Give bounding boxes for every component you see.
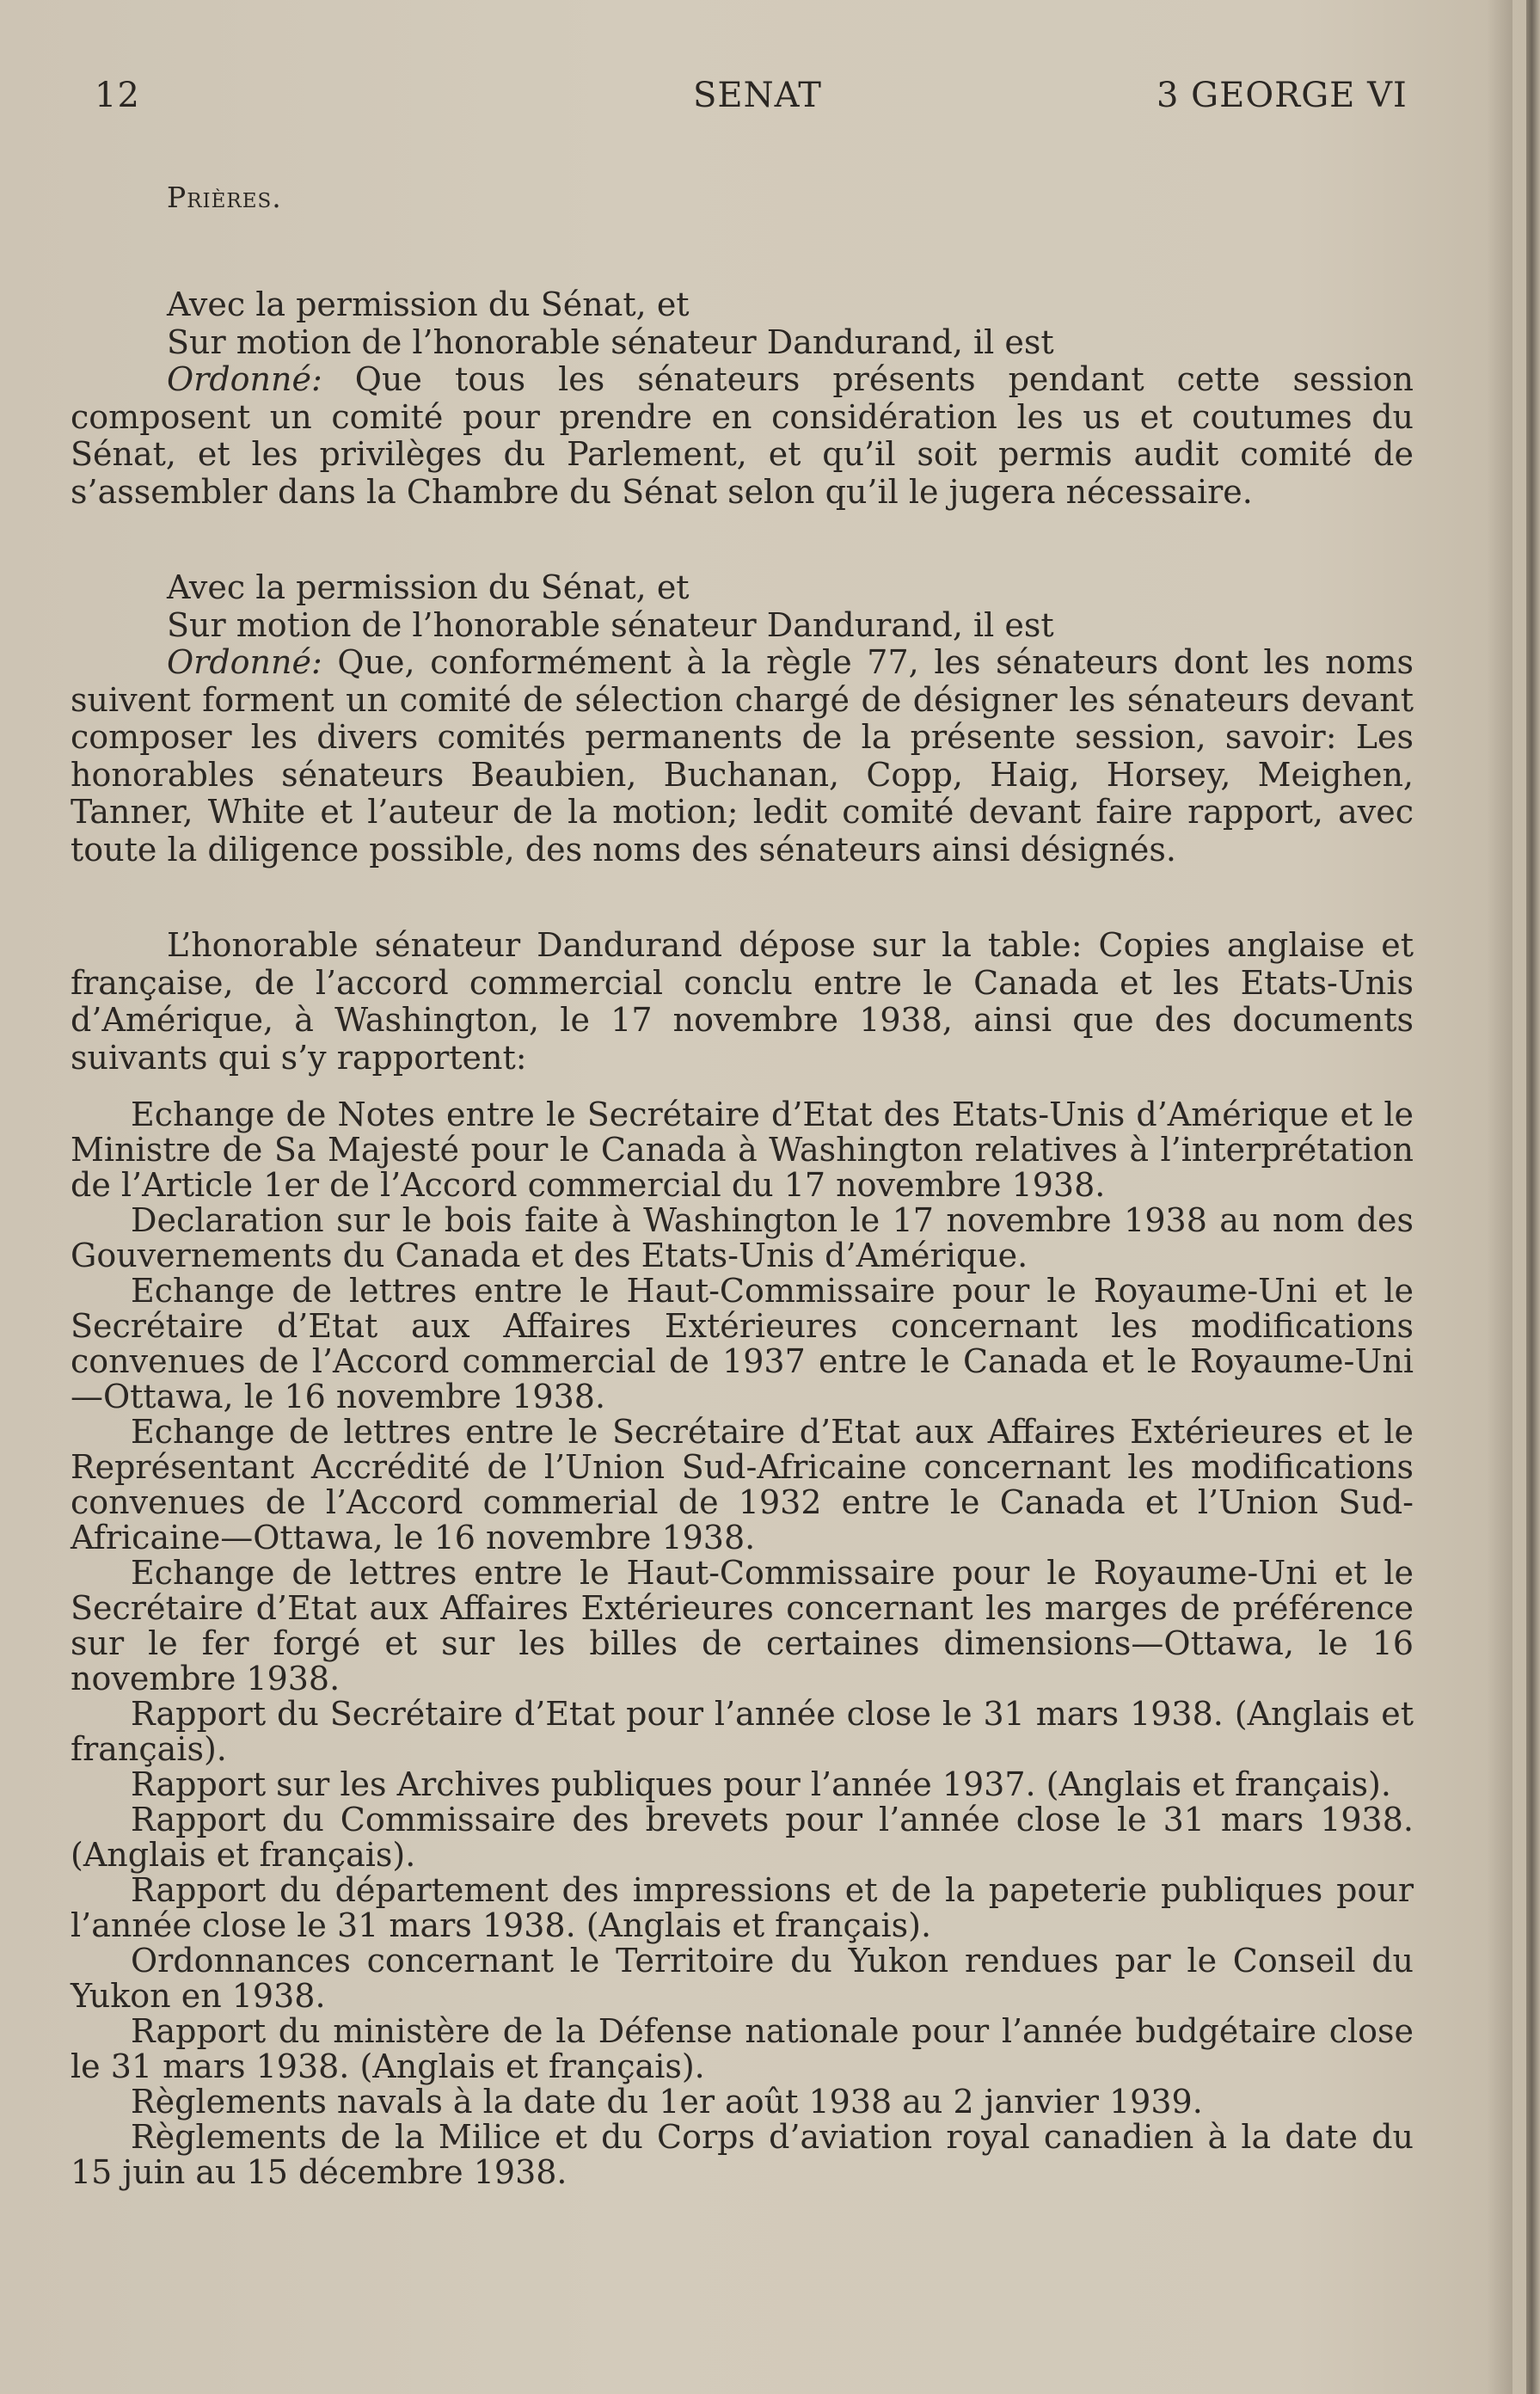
page-shadow — [1487, 0, 1512, 2394]
motion-comite-privileges — [71, 286, 1414, 511]
document-item: Ordonnances concernant le Territoire du Yukon rendues par le Conseil du Yukon en 1938. — [71, 1942, 1414, 2015]
motion2-ordonne — [71, 644, 1414, 869]
depot-paragraph: L’honorable sénateur Dandurand dépose sur la table: Copies anglaise et française, de l’accord commercial conclu entre le Canada et les Etats-Unis d’Amérique, à Washington, le 17 novembre 1938, ainsi que des documents suivants qui s’y rapportent: — [71, 926, 1414, 1077]
header-regnal-year: 3 GEORGE VI — [1157, 76, 1408, 115]
document-item: Echange de Notes entre le Secrétaire d’Etat des Etats-Unis d’Amérique et le Ministre de Sa Majesté pour le Canada à Washington relatives à l’interprétation de l’Article 1er de l’Accord commercial du 17 novembre 1938. — [71, 1096, 1414, 1204]
document-item: Règlements de la Milice et du Corps d’aviation royal canadien à la date du 15 juin au 15 décembre 1938. — [71, 2118, 1414, 2191]
document-item: Rapport sur les Archives publiques pour l’année 1937. (Anglais et français). — [131, 1765, 1391, 1803]
motion2-permission: Avec la permission du Sénat, et — [167, 568, 690, 606]
header-title: SENAT — [693, 76, 822, 115]
motion1-text: Que tous les sénateurs présents pendant cette session composent un comité pour prendre en considération les us et coutumes du Sénat, et les privilèges du Parlement, et qu’il soit permis audit comité de s’assembler dans la Chambre du Sénat selon qu’il le jugera nécessaire. — [71, 360, 1414, 511]
document-item: Rapport du département des impressions et de la papeterie publiques pour l’année close le 31 mars 1938. (Anglais et français). — [71, 1871, 1414, 1944]
motion-comite-selection — [71, 569, 1414, 869]
document-item: Rapport du ministère de la Défense nationale pour l’année budgétaire close le 31 mars 1938. (Anglais et français). — [71, 2012, 1414, 2085]
document-item: Règlements navals à la date du 1er août 1938 au 2 janvier 1939. — [131, 2083, 1203, 2121]
motion1-ordonne — [71, 361, 1414, 511]
document-item: Echange de lettres entre le Secrétaire d’Etat aux Affaires Extérieures et le Représentant Accrédité de l’Union Sud-Africaine concernant les modifications convenues de l’Accord commerial de 1932 entre le Canada et l’Union Sud-Africaine—Ottawa, le 16 novembre 1938. — [71, 1413, 1414, 1556]
document-item: Echange de lettres entre le Haut-Commissaire pour le Royaume-Uni et le Secrétaire d’Etat aux Affaires Extérieures concernant les marges de préférence sur le fer forgé et sur les billes de certaines dimensions—Ottawa, le 16 novembre 1938. — [71, 1554, 1414, 1697]
motion2-ordonne-label: Ordonné: — [167, 643, 322, 681]
document-item: Declaration sur le bois faite à Washington le 17 novembre 1938 au nom des Gouvernements du Canada et des Etats-Unis d’Amérique. — [71, 1201, 1414, 1274]
page-number: 12 — [95, 76, 140, 115]
document-list — [71, 1097, 1414, 2190]
motion1-sur-motion: Sur motion de l’honorable sénateur Dandurand, il est — [167, 322, 1054, 361]
motion2-sur-motion: Sur motion de l’honorable sénateur Dandurand, il est — [167, 605, 1054, 644]
document-item: Rapport du Commissaire des brevets pour l’année close le 31 mars 1938. (Anglais et français). — [71, 1801, 1414, 1874]
motion1-permission: Avec la permission du Sénat, et — [167, 285, 690, 323]
prieres-heading: Prières. — [167, 181, 282, 214]
motion1-ordonne-label: Ordonné: — [167, 360, 322, 398]
running-header — [0, 76, 1526, 127]
motion2-text: Que, conformément à la règle 77, les sénateurs dont les noms suivent forment un comité de sélection chargé de désigner les sénateurs devant composer les divers comités permanents de la présente session, savoir: Les honorables sénateurs Beaubien, Buchanan, Copp, Haig, Horsey, Meighen, Tanner, White et l’auteur de la motion; ledit comité devant faire rapport, avec toute la diligence possible, des noms des sénateurs ainsi désignés. — [71, 643, 1414, 869]
book-spine-edge — [1526, 0, 1540, 2394]
document-item: Rapport du Secrétaire d’Etat pour l’année close le 31 mars 1938. (Anglais et français). — [71, 1695, 1414, 1768]
document-item: Echange de lettres entre le Haut-Commissaire pour le Royaume-Uni et le Secrétaire d’Etat aux Affaires Extérieures concernant les modifications convenues de l’Accord commercial de 1937 entre le Canada et le Royaume-Uni—Ottawa, le 16 novembre 1938. — [71, 1272, 1414, 1415]
page-body — [71, 181, 1414, 2190]
